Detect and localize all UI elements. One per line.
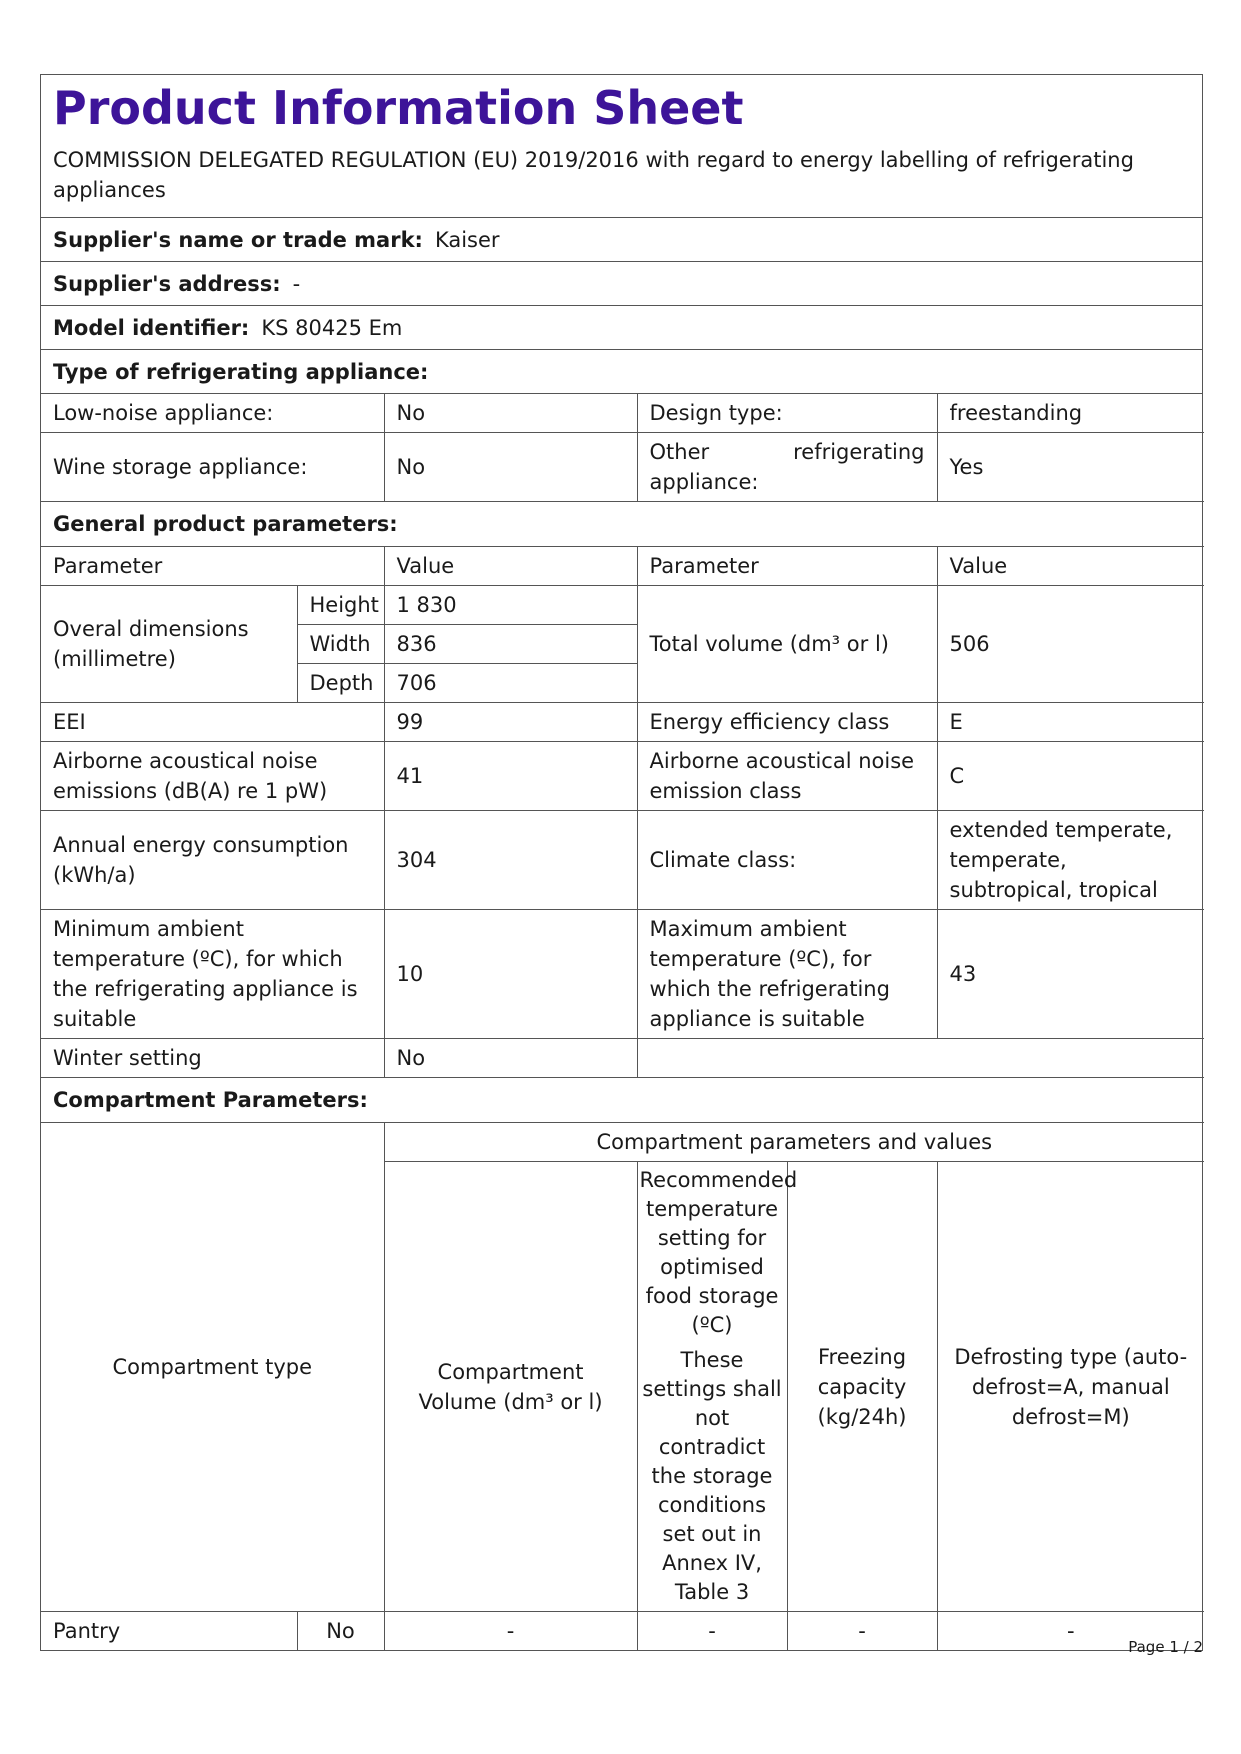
min-temp-value: 10 <box>384 910 637 1039</box>
model-identifier-label: Model identifier: <box>53 315 250 340</box>
noise-value: 41 <box>384 742 637 811</box>
parameter-header: Parameter <box>41 547 384 586</box>
design-type-label: Design type: <box>637 394 937 433</box>
table-row <box>41 742 1204 811</box>
width-value: 836 <box>384 625 637 664</box>
value-header: Value <box>384 547 637 586</box>
compartment-volume-header: Compartment Volume (dm³ or l) <box>384 1162 637 1612</box>
supplier-name-row <box>41 218 1202 262</box>
wine-storage-label: Wine storage appliance: <box>41 433 384 502</box>
recommended-temp-note: These settings shall not contradict the storage conditions set out in Annex IV, Table 3 <box>642 1348 782 1604</box>
title-block <box>41 75 1202 218</box>
design-type-value: freestanding <box>937 394 1204 433</box>
value-header: Value <box>937 547 1204 586</box>
width-label: Width <box>297 625 384 664</box>
other-refrigerating-value: Yes <box>937 433 1204 502</box>
table-header-row <box>41 1123 1204 1162</box>
eei-label: EEI <box>41 703 384 742</box>
page-number: Page 1 / 2 <box>1128 1638 1203 1656</box>
table-row <box>41 433 1204 502</box>
annual-energy-value: 304 <box>384 811 637 910</box>
compartment-heading: Compartment Parameters: <box>41 1078 1204 1123</box>
max-temp-value: 43 <box>937 910 1204 1039</box>
table-row <box>41 1612 1204 1651</box>
recommended-temp-header <box>637 1162 798 1612</box>
recommended-temp-text: Recommended temperature setting for optimised food storage (ºC) <box>639 1168 798 1337</box>
table-row <box>41 1078 1204 1123</box>
climate-class-value: extended temperate, temperate, subtropical, tropical <box>937 811 1204 910</box>
wine-storage-value: No <box>384 433 637 502</box>
low-noise-value: No <box>384 394 637 433</box>
energy-class-value: E <box>937 703 1204 742</box>
supplier-address-row <box>41 262 1202 306</box>
compartment-name: Pantry <box>41 1612 297 1651</box>
regulation-subtitle: COMMISSION DELEGATED REGULATION (EU) 2019/2016 with regard to energy labelling of refrigerating appliances <box>53 148 1134 202</box>
winter-setting-label: Winter setting <box>41 1039 384 1078</box>
product-information-sheet <box>40 74 1203 1651</box>
compartment-present: No <box>297 1612 384 1651</box>
winter-setting-value: No <box>384 1039 637 1078</box>
empty-cell <box>637 1039 1204 1078</box>
freezing-capacity-header: Freezing capacity (kg/24h) <box>787 1162 937 1612</box>
noise-class-value: C <box>937 742 1204 811</box>
supplier-address-value: - <box>292 271 301 296</box>
table-row <box>41 1039 1204 1078</box>
table-row <box>41 811 1204 910</box>
low-noise-label: Low-noise appliance: <box>41 394 384 433</box>
depth-value: 706 <box>384 664 637 703</box>
annual-energy-label: Annual energy consumption (kWh/a) <box>41 811 384 910</box>
compartment-params-header: Compartment parameters and values <box>384 1123 1204 1162</box>
defrosting-type-value: - <box>937 1612 1204 1651</box>
freezing-capacity-value: - <box>787 1612 937 1651</box>
noise-class-label: Airborne acoustical noise emission class <box>637 742 937 811</box>
total-volume-label: Total volume (dm³ or l) <box>637 586 937 703</box>
parameter-header: Parameter <box>637 547 937 586</box>
min-temp-label: Minimum ambient temperature (ºC), for which the refrigerating appliance is suitable <box>41 910 384 1039</box>
total-volume-value: 506 <box>937 586 1204 703</box>
table-row <box>41 502 1204 547</box>
dimensions-label: Overal dimensions (millimetre) <box>41 586 297 703</box>
supplier-name-label: Supplier's name or trade mark: <box>53 227 423 252</box>
other-refrigerating-label: Other refrigerating appliance: <box>637 433 937 502</box>
table-row <box>41 394 1204 433</box>
energy-class-label: Energy efficiency class <box>637 703 937 742</box>
compartment-table <box>41 1123 1204 1650</box>
height-label: Height <box>297 586 384 625</box>
noise-label: Airborne acoustical noise emissions (dB(A) re 1 pW) <box>41 742 384 811</box>
compartment-type-header: Compartment type <box>41 1123 384 1612</box>
climate-class-label: Climate class: <box>637 811 937 910</box>
eei-value: 99 <box>384 703 637 742</box>
height-value: 1 830 <box>384 586 637 625</box>
page-title: Product Information Sheet <box>53 81 744 135</box>
model-identifier-row <box>41 306 1202 350</box>
defrosting-type-header: Defrosting type (auto-defrost=A, manual defrost=M) <box>937 1162 1204 1612</box>
general-heading: General product parameters: <box>41 502 1204 547</box>
model-identifier-value: KS 80425 Em <box>261 315 403 340</box>
supplier-name-value: Kaiser <box>434 227 500 252</box>
table-header-row <box>41 547 1204 586</box>
compartment-volume-value: - <box>384 1612 637 1651</box>
type-heading-row <box>41 350 1202 394</box>
parameters-table <box>41 394 1204 1123</box>
max-temp-label: Maximum ambient temperature (ºC), for which the refrigerating appliance is suitable <box>637 910 937 1039</box>
supplier-address-label: Supplier's address: <box>53 271 281 296</box>
depth-label: Depth <box>297 664 384 703</box>
recommended-temp-value: - <box>637 1612 787 1651</box>
table-row <box>41 586 1204 625</box>
table-row <box>41 703 1204 742</box>
table-row <box>41 910 1204 1039</box>
type-heading: Type of refrigerating appliance: <box>53 359 429 384</box>
